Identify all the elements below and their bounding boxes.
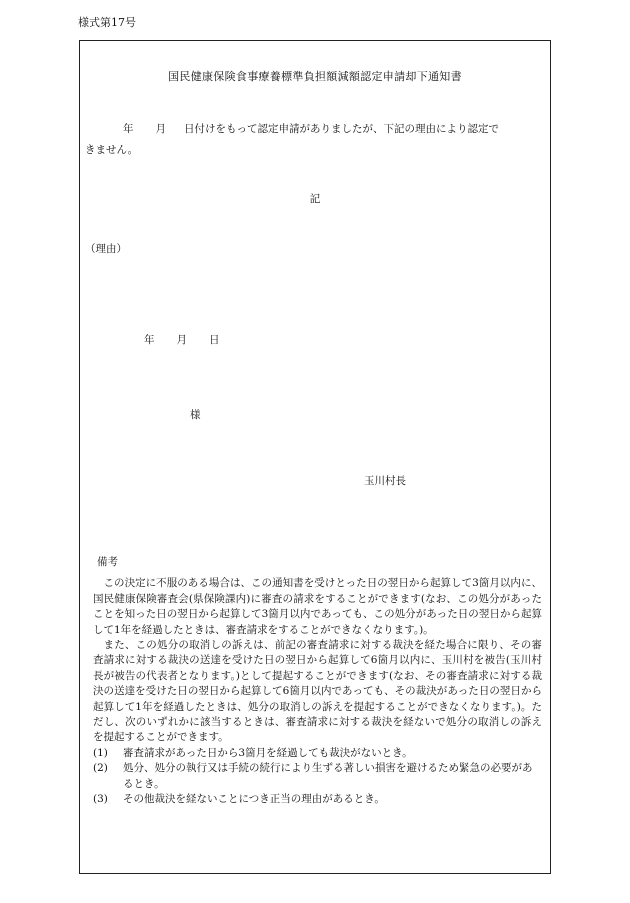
remarks-section [93, 555, 542, 808]
addressee-honorific: 様 [190, 409, 201, 421]
item-number: (2) [93, 762, 108, 775]
form-number: 様式第17号 [78, 16, 136, 29]
reason-label: （理由） [85, 243, 127, 255]
remarks-item-1 [93, 746, 542, 761]
issuer-name: 玉川村長 [364, 475, 406, 487]
item-text: 審査請求があった日から3箇月を経過しても裁決がないとき。 [123, 746, 413, 759]
intro-sentence-b: きません。 [85, 144, 139, 156]
date-month: 月 [176, 334, 187, 346]
remarks-item-2 [93, 761, 542, 792]
intro-text [85, 119, 542, 161]
document-title: 国民健康保険食事療養標準負担額減額認定申請却下通知書 [168, 70, 462, 83]
date-year: 年 [144, 334, 155, 346]
remarks-item-3 [93, 792, 542, 807]
intro-line-1 [85, 119, 542, 140]
item-text: 処分、処分の執行又は手続の続行により生ずる著しい損害を避けるため緊急の必要があるとき。 [123, 762, 533, 790]
item-number: (1) [93, 746, 108, 759]
date-day: 日 [209, 334, 220, 346]
remarks-paragraph-1: この決定に不服のある場合は、この通知書を受けとった日の翌日から起算して3箇月以内に、国民健康保険審査会(県保険課内)に審査の請求をすることができます(なお、この処分があったことを知った日の翌日から起算して3箇月以内であっても、この処分があった日の翌日から起算して1年を経過したときは、審査請求をすることができなくなります。)。 [93, 577, 542, 636]
item-number: (3) [93, 793, 108, 806]
issue-date [144, 332, 220, 347]
intro-year: 年 [123, 123, 134, 135]
item-text: その他裁決を経ないことにつき正当の理由があるとき。 [123, 793, 385, 806]
ki-heading: 記 [309, 193, 321, 205]
notice-frame [79, 40, 551, 874]
intro-sentence-a: 日付けをもって認定申請がありましたが、下記の理由により認定で [184, 123, 499, 135]
remarks-heading: 備考 [97, 556, 118, 568]
intro-month: 月 [155, 123, 166, 135]
remarks-paragraph-2: また、この処分の取消しの訴えは、前記の審査請求に対する裁決を経た場合に限り、その審査請求に対する裁決の送達を受けた日の翌日から起算して6箇月以内に、玉川村を被告(玉川村長が被告の代表者となります。)として提起することができます(なお、その審査請求に対する裁決の送達を受けた日の翌日から起算して6箇月以内であっても、その裁決があった日の翌日から起算して1年を経過したときは、処分の取消しの訴えを提起することができなくなります。)。ただし、次のいずれかに該当するときは、審査請求に対する裁決を経ないで処分の取消しの訴えを提起することができます。 [93, 639, 542, 744]
